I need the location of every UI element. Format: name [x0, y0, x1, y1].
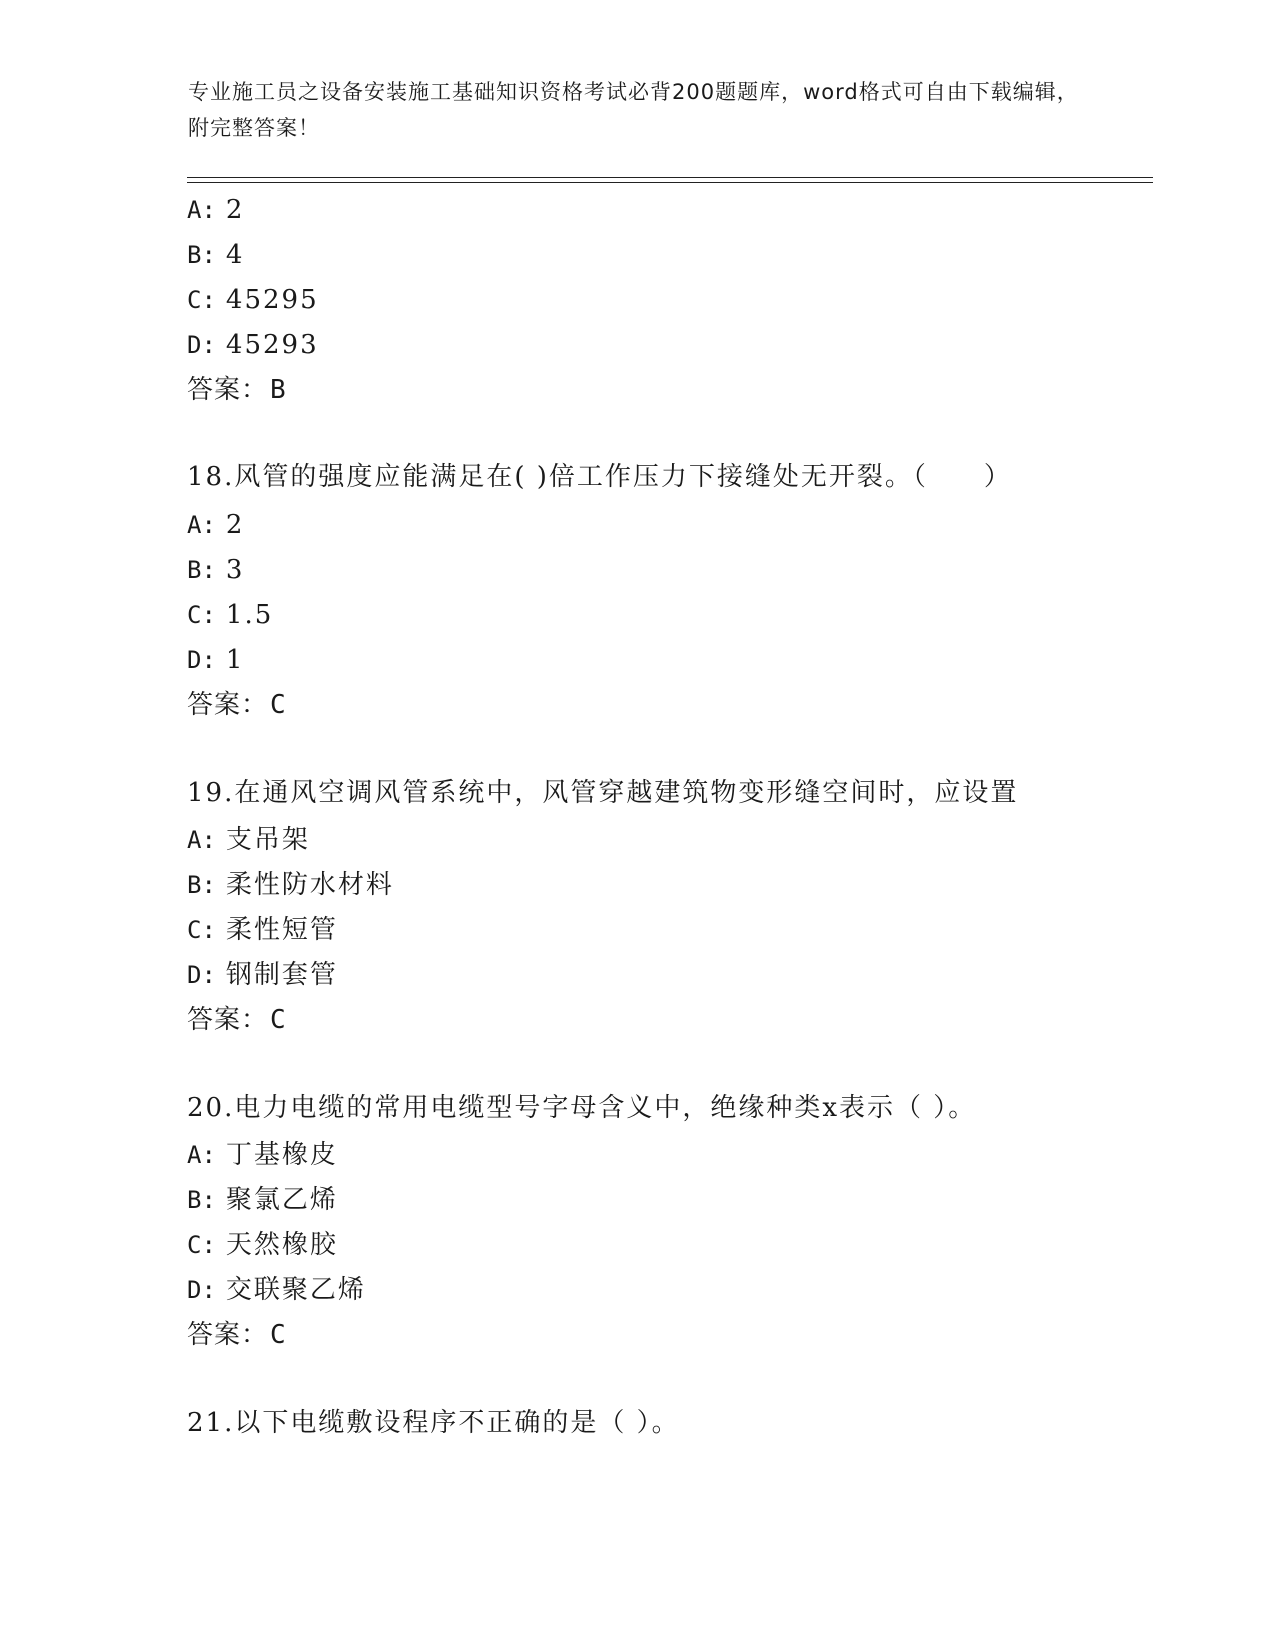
option-c: C: 天然橡胶: [187, 1230, 338, 1260]
option-c: C: 柔性短管: [187, 915, 338, 945]
answer-line: 答案：C: [187, 690, 287, 720]
header-rule-top: [187, 177, 1153, 178]
option-a: A: 支吊架: [187, 825, 310, 855]
option-a: A: 丁基橡皮: [187, 1140, 338, 1170]
option-a: A: 2: [187, 195, 245, 225]
option-d: D: 钢制套管: [187, 960, 338, 990]
option-b: B: 4: [187, 240, 245, 270]
header-rule-bottom: [187, 182, 1153, 183]
option-d: D: 1: [187, 645, 245, 675]
option-b: B: 柔性防水材料: [187, 870, 394, 900]
question-18: 18.风管的强度应能满足在( )倍工作压力下接缝处无开裂。（ ）: [187, 462, 1012, 492]
question-20: 20.电力电缆的常用电缆型号字母含义中，绝缘种类x表示（ ）。: [187, 1093, 977, 1123]
answer-line: 答案：C: [187, 1005, 287, 1035]
option-a: A: 2: [187, 510, 245, 540]
question-19: 19.在通风空调风管系统中，风管穿越建筑物变形缝空间时，应设置: [187, 778, 1019, 808]
option-c: C: 45295: [187, 285, 319, 315]
option-c: C: 1.5: [187, 600, 274, 630]
option-b: B: 聚氯乙烯: [187, 1185, 338, 1215]
option-d: D: 交联聚乙烯: [187, 1275, 366, 1305]
question-21: 21.以下电缆敷设程序不正确的是（ ）。: [187, 1408, 680, 1438]
option-d: D: 45293: [187, 330, 319, 360]
answer-line: 答案：C: [187, 1320, 287, 1350]
option-b: B: 3: [187, 555, 245, 585]
document-header: 专业施工员之设备安装施工基础知识资格考试必背200题题库，word格式可自由下载编辑，附完整答案！: [188, 80, 1079, 140]
answer-line: 答案：B: [187, 375, 287, 405]
